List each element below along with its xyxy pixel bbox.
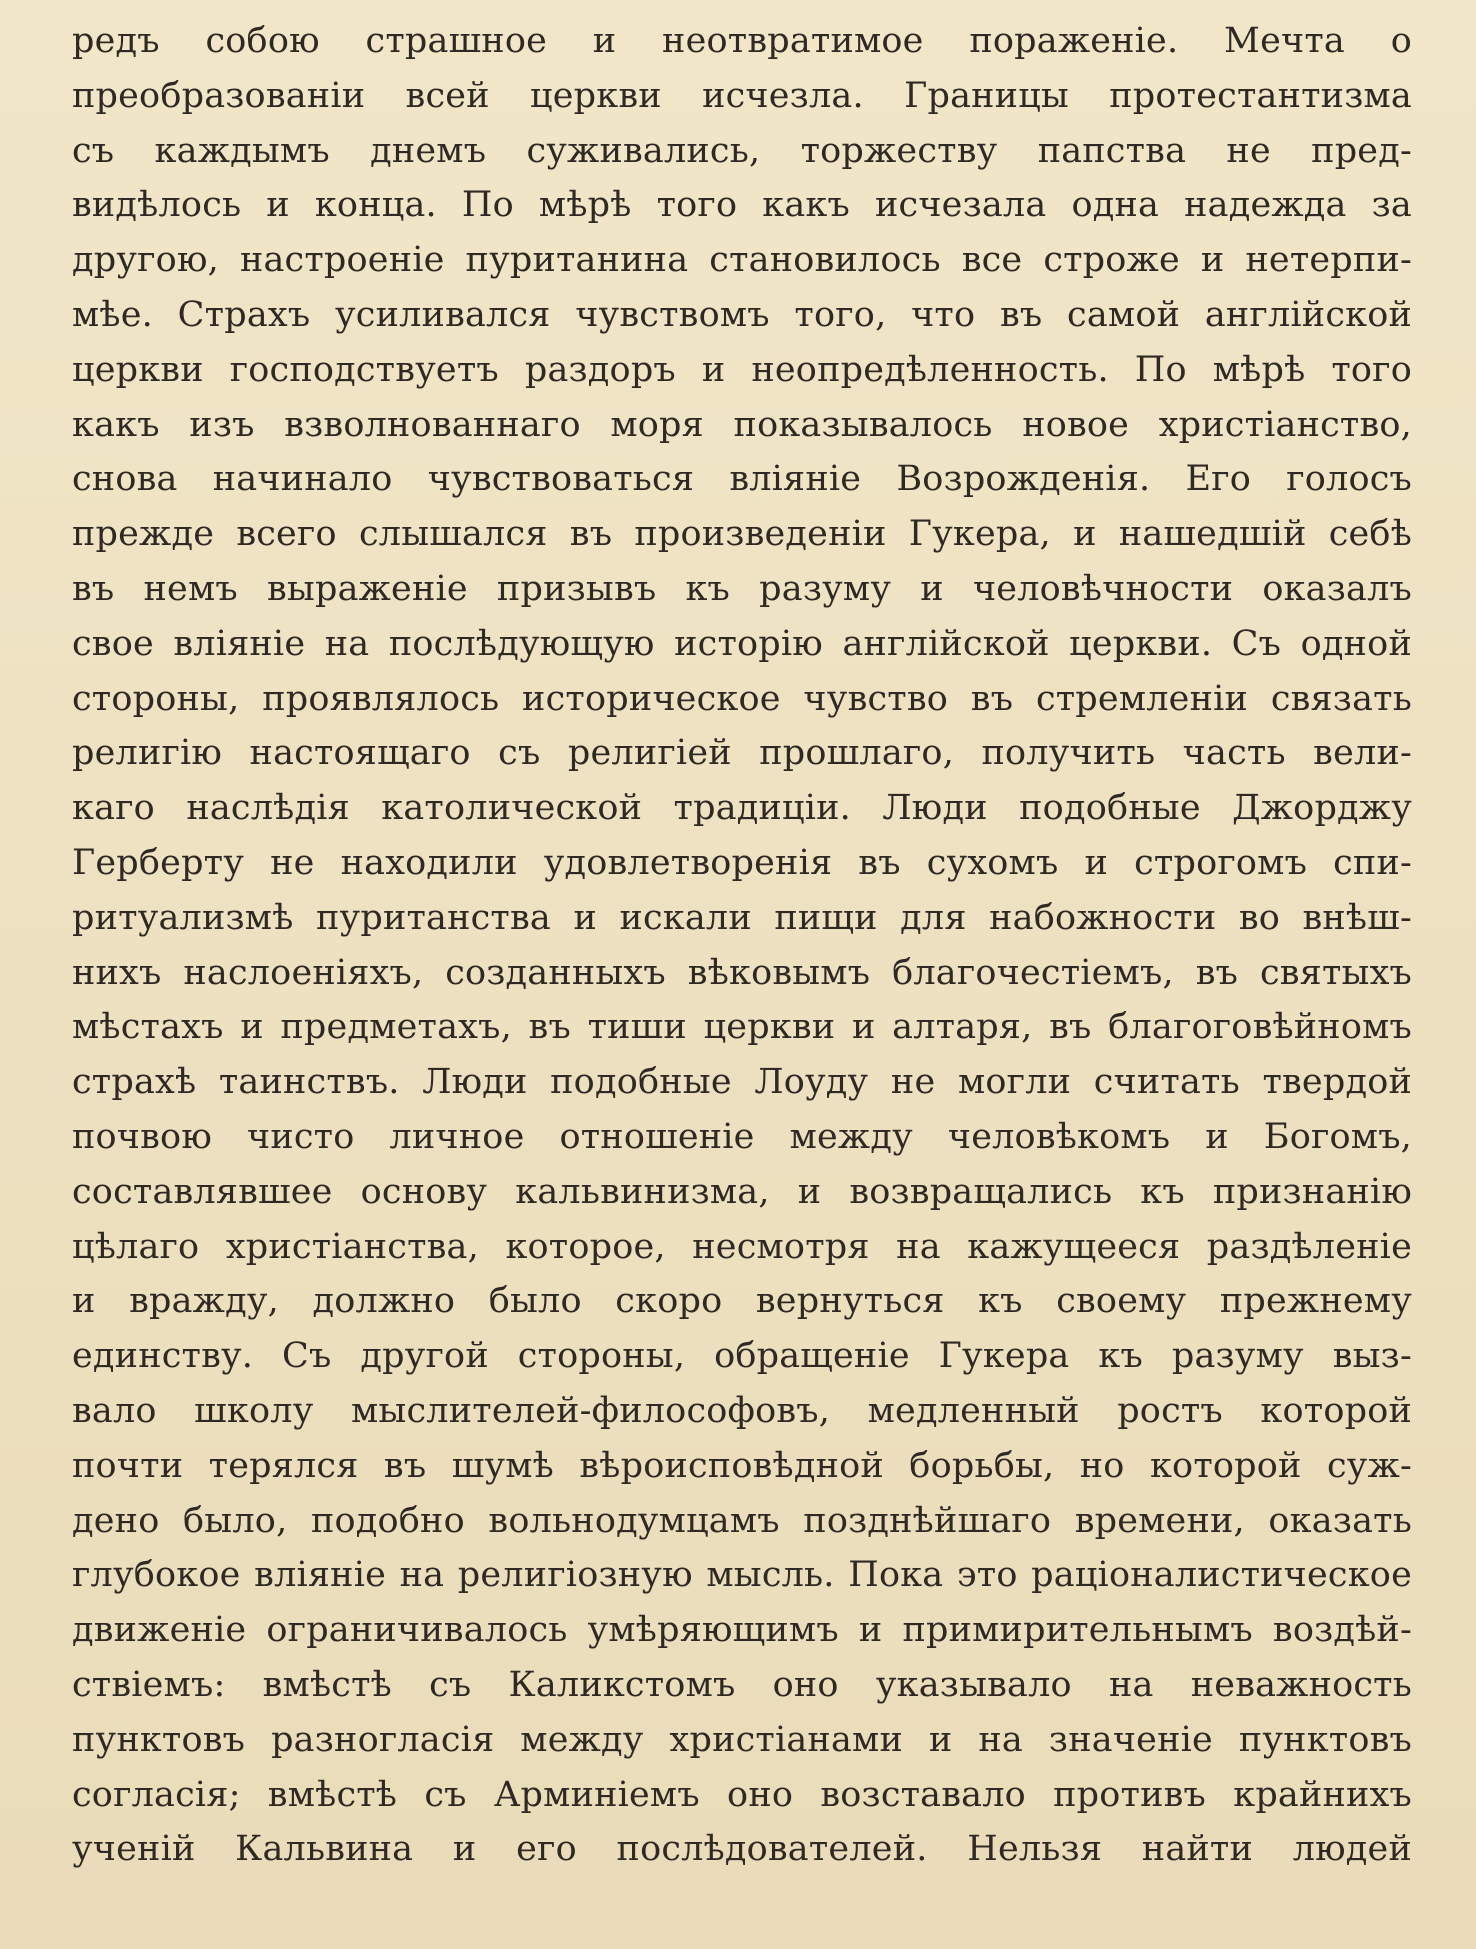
text-line: цѣлаго христіанства, которое, несмотря на кажущееся раздѣленіе: [72, 1226, 1412, 1267]
text-line: ритуализмѣ пуританства и искали пищи для набожности во внѣш-: [72, 897, 1412, 938]
text-line: преобразованіи всей церкви исчезла. Границы протестантизма: [72, 75, 1412, 116]
text-line: страхѣ таинствъ. Люди подобные Лоуду не могли считать твердой: [72, 1062, 1412, 1103]
text-line: движеніе ограничивалось умѣряющимъ и примирительнымъ воздѣй-: [72, 1610, 1412, 1651]
text-line: прежде всего слышался въ произведеніи Гукера, и нашедшій себѣ: [72, 514, 1412, 555]
text-line: ствіемъ: вмѣстѣ съ Каликстомъ оно указывало на неважность: [72, 1664, 1412, 1705]
text-line: согласія; вмѣстѣ съ Арминіемъ оно возставало противъ крайнихъ: [72, 1774, 1412, 1815]
text-line: редъ собою страшное и неотвратимое пораженіе. Мечта о: [72, 21, 1412, 61]
text-line: свое вліяніе на послѣдующую исторію англійской церкви. Съ одной: [72, 623, 1412, 664]
text-line: ученій Кальвина и его послѣдователей. Нельзя найти людей: [72, 1829, 1412, 1870]
body-text: [72, 14, 1412, 1877]
text-line: нихъ наслоеніяхъ, созданныхъ вѣковымъ благочестіемъ, въ святыхъ: [72, 952, 1412, 993]
text-line: Герберту не находили удовлетворенія въ сухомъ и строгомъ спи-: [72, 842, 1412, 883]
text-line: религію настоящаго съ религіей прошлаго, получить часть вели-: [72, 733, 1412, 774]
text-line: мѣстахъ и предметахъ, въ тиши церкви и алтаря, въ благоговѣйномъ: [72, 1007, 1412, 1048]
text-line: вало школу мыслителей-философовъ, медленный ростъ которой: [72, 1390, 1412, 1431]
text-line: церкви господствуетъ раздоръ и неопредѣленность. По мѣрѣ того: [72, 349, 1412, 390]
text-line: другою, настроеніе пуританина становилось все строже и нетерпи-: [72, 240, 1412, 281]
text-line: и вражду, должно было скоро вернуться къ своему прежнему: [72, 1281, 1412, 1322]
text-line: съ каждымъ днемъ суживались, торжеству папства не пред-: [72, 130, 1412, 171]
text-line: стороны, проявлялось историческое чувство въ стремленіи связать: [72, 678, 1412, 719]
text-line: какъ изъ взволнованнаго моря показывалось новое христіанство,: [72, 404, 1412, 445]
text-line: каго наслѣдія католической традиціи. Люди подобные Джорджу: [72, 788, 1412, 829]
text-line: единству. Съ другой стороны, обращеніе Гукера къ разуму выз-: [72, 1336, 1412, 1377]
text-line: почвою чисто личное отношеніе между человѣкомъ и Богомъ,: [72, 1116, 1412, 1157]
text-line: глубокое вліяніе на религіозную мысль. Пока это раціоналистическое: [72, 1555, 1412, 1596]
text-line: снова начинало чувствоваться вліяніе Возрожденія. Его голосъ: [72, 459, 1412, 500]
text-line: дено было, подобно вольнодумцамъ позднѣйшаго времени, оказать: [72, 1500, 1412, 1541]
text-line: пунктовъ разногласія между христіанами и на значеніе пунктовъ: [72, 1719, 1412, 1760]
text-line: видѣлось и конца. По мѣрѣ того какъ исчезала одна надежда за: [72, 185, 1412, 226]
text-line: почти терялся въ шумѣ вѣроисповѣдной борьбы, но которой суж-: [72, 1445, 1412, 1486]
text-line: составлявшее основу кальвинизма, и возвращались къ признанію: [72, 1171, 1412, 1212]
text-line: мѣе. Страхъ усиливался чувствомъ того, что въ самой англійской: [72, 294, 1412, 335]
text-line: въ немъ выраженіе призывъ къ разуму и человѣчности оказалъ: [72, 568, 1412, 609]
